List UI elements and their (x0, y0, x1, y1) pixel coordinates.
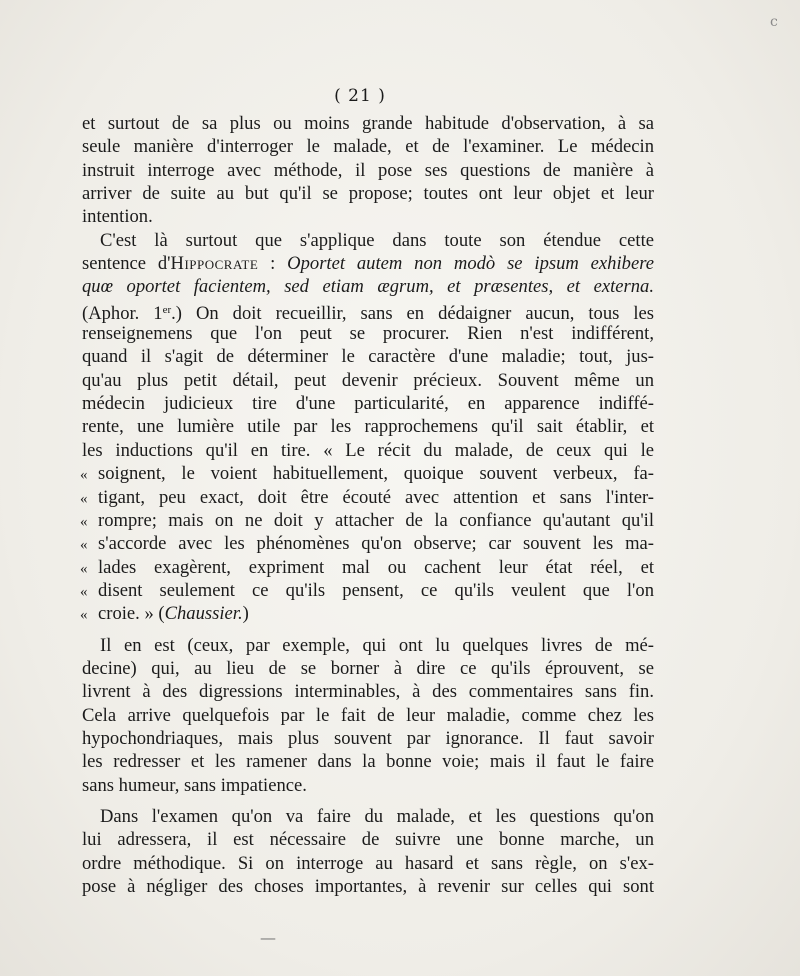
text-fragment: .) On doit recueillir, sans en dédaigner aucun, tous les (171, 302, 654, 324)
text-line: Il en est (ceux, par exemple, qui ont lu quelques livres de mé- (100, 634, 654, 656)
quote-line (82, 602, 654, 625)
text-fragment: rompre; mais on ne doit y attacher de la confiance qu'autant qu'il (98, 509, 654, 531)
text-fragment: croie. » ( (98, 603, 165, 625)
text-line: sans humeur, sans impatience. (82, 774, 307, 796)
paragraph-gap (82, 797, 654, 805)
quote-mark: « (80, 607, 88, 624)
quote-mark: « (80, 467, 88, 484)
text-fragment: (Aphor. 1 (82, 302, 163, 324)
text-line: qu'au plus petit détail, peut devenir précieux. Souvent même un (82, 369, 654, 391)
text-fragment: : (258, 253, 288, 275)
text-fragment: disent seulement ce qu'ils pensent, ce qu'ils veulent que l'on (98, 579, 654, 601)
text-line: et surtout de sa plus ou moins grande habitude d'observation, à sa (82, 113, 654, 134)
text-line: C'est là surtout que s'applique dans toute son étendue cette (100, 229, 654, 251)
text-line: arriver de suite au but qu'il se propose; toutes ont leur objet et leur (82, 183, 654, 205)
text-line (82, 252, 654, 275)
text-line: médecin judicieux tire d'une particularité, en apparence indiffé- (82, 393, 654, 415)
citation-author: Chaussier. (164, 603, 243, 625)
text-line: renseignemens que l'on peut se procurer. Rien n'est indifférent, (82, 323, 654, 345)
footer-dash: — (260, 928, 276, 947)
text-line: Dans l'examen qu'on va faire du malade, et les questions qu'on (100, 805, 654, 827)
edge-mark: c (770, 14, 778, 30)
text-fragment: ) (242, 603, 249, 625)
text-line: hypochondriaques, mais plus souvent par ignorance. Il faut savoir (82, 727, 654, 749)
text-fragment: soignent, le voient habituellement, quoique souvent verbeux, fa- (98, 463, 654, 485)
quote-line (82, 579, 654, 602)
latin-quote: Oportet autem non modò se ipsum exhibere (287, 253, 654, 275)
author-name: Hippocrate (170, 253, 259, 275)
text-line: quand il s'agit de déterminer le caractère d'une maladie; tout, jus- (82, 346, 654, 368)
text-line: livrent à des digressions interminables, à des commentaires sans fin. (82, 681, 654, 703)
body-text (82, 112, 654, 898)
text-line: decine) qui, au lieu de se borner à dire ce qu'ils éprouvent, se (82, 657, 654, 679)
quote-mark: « (80, 513, 88, 530)
text-line: les inductions qu'il en tire. « Le récit du malade, de ceux qui le (82, 439, 654, 461)
text-fragment: tigant, peu exact, doit être écouté avec attention et sans l'inter- (98, 486, 654, 508)
text-line: rente, une lumière utile par les rapprochemens qu'il sait établir, et (82, 416, 654, 438)
text-line: instruit interroge avec méthode, il pose ses questions de manière à (82, 159, 654, 181)
quote-mark: « (80, 583, 88, 600)
text-line: intention. (82, 206, 153, 228)
page-number: ( 21 ) (334, 86, 386, 106)
quote-line (82, 556, 654, 579)
text-line: pose à négliger des choses importantes, à revenir sur celles qui sont (82, 876, 654, 897)
latin-quote: quœ oportet facientem, sed etiam ægrum, et præsentes, et externa. (82, 276, 654, 298)
text-line: lui adressera, il est nécessaire de suivre une bonne marche, un (82, 829, 654, 851)
text-fragment: s'accorde avec les phénomènes qu'on observe; car souvent les ma- (98, 533, 654, 555)
text-line: les redresser et les ramener dans la bonne voie; mais il faut le faire (82, 751, 654, 773)
text-fragment: sentence d' (82, 253, 171, 275)
quote-mark: « (80, 490, 88, 507)
text-line: ordre méthodique. Si on interroge au hasard et sans règle, on s'ex- (82, 852, 654, 874)
quote-line (82, 486, 654, 509)
quote-mark: « (80, 537, 88, 554)
text-line: seule manière d'interroger le malade, et de l'examiner. Le médecin (82, 136, 654, 158)
text-line (82, 299, 654, 322)
text-fragment: lades exagèrent, expriment mal ou cachent leur état réel, et (98, 556, 654, 578)
quote-mark: « (80, 560, 88, 577)
quote-line (82, 509, 654, 532)
paragraph-gap (82, 626, 654, 634)
quote-line (82, 532, 654, 555)
quote-line (82, 462, 654, 485)
superscript: er (162, 303, 172, 316)
text-line: Cela arrive quelquefois par le fait de leur maladie, comme chez les (82, 704, 654, 726)
